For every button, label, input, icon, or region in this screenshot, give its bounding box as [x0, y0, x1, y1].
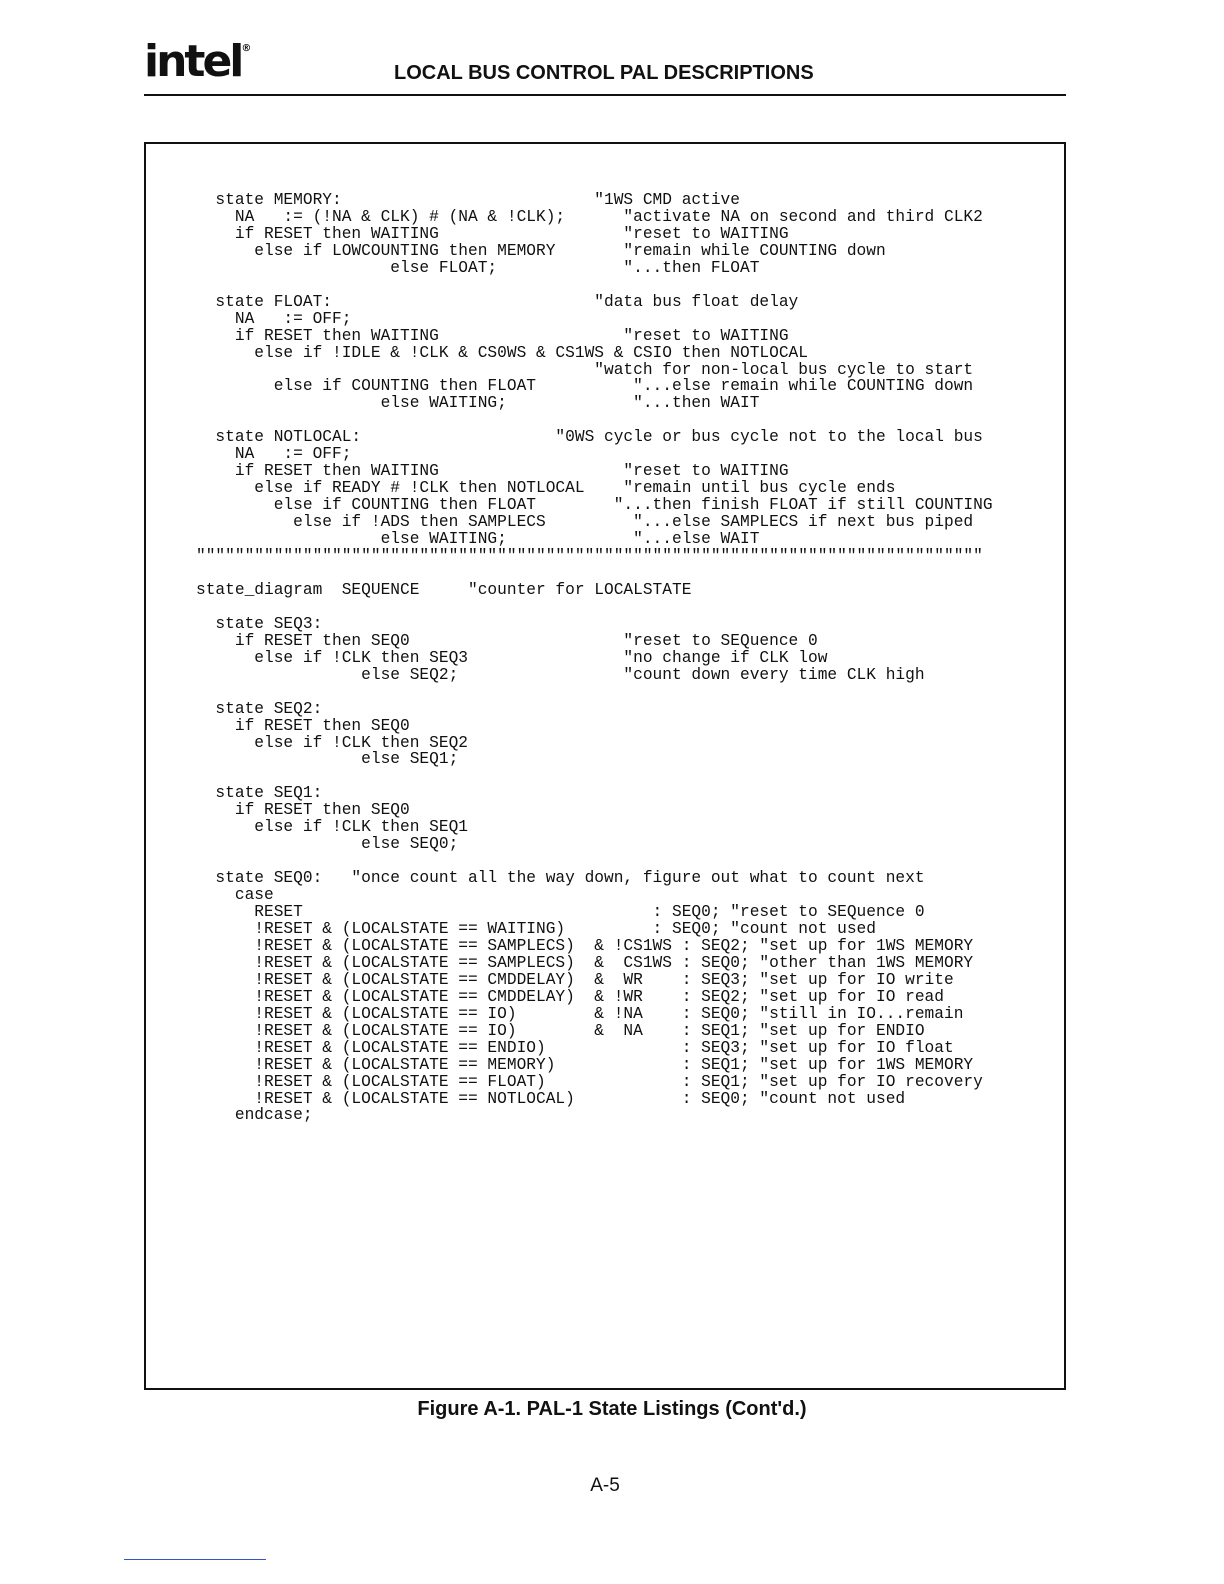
listing-line: [196, 277, 993, 294]
listing-line: else if !CLK then SEQ2: [196, 733, 468, 752]
listing-line: RESET : SEQ0; "reset to SEQuence 0: [196, 903, 925, 922]
listing-line: !RESET & (LOCALSTATE == IO) & !NA : SEQ0; "still in IO...remain: [196, 1004, 964, 1023]
listing-line: if RESET then WAITING "reset to WAITING: [196, 326, 789, 345]
page-header-title: LOCAL BUS CONTROL PAL DESCRIPTIONS: [394, 62, 814, 84]
listing-line: else if LOWCOUNTING then MEMORY "remain while COUNTING down: [196, 241, 886, 260]
listing-line: !RESET & (LOCALSTATE == CMDDELAY) & !WR : SEQ2; "set up for IO read: [196, 987, 944, 1006]
listing-line: else WAITING; "...else WAIT: [196, 530, 760, 549]
listing-line: else if !CLK then SEQ1: [196, 818, 468, 837]
listing-line: state SEQ3:: [196, 614, 323, 633]
listing-line: !RESET & (LOCALSTATE == FLOAT) : SEQ1; "set up for IO recovery: [196, 1072, 983, 1091]
listing-line: [196, 684, 993, 701]
listing-line: else if !ADS then SAMPLECS "...else SAMPLECS if next bus piped: [196, 513, 974, 532]
listing-line: !RESET & (LOCALSTATE == MEMORY) : SEQ1; "set up for 1WS MEMORY: [196, 1055, 974, 1074]
listing-line: else if READY # !CLK then NOTLOCAL "remain until bus cycle ends: [196, 479, 896, 498]
listing-line: if RESET then SEQ0 "reset to SEQuence 0: [196, 631, 818, 650]
listing-line: "watch for non-local bus cycle to start: [196, 360, 974, 379]
listing-line: !RESET & (LOCALSTATE == NOTLOCAL) : SEQ0; "count not used: [196, 1089, 906, 1108]
listing-line: [196, 412, 993, 429]
listing-line: else FLOAT; "...then FLOAT: [196, 258, 760, 277]
listing-line: else SEQ0;: [196, 835, 459, 854]
state-listing: [196, 192, 993, 1124]
listing-line: else if COUNTING then FLOAT "...then finish FLOAT if still COUNTING: [196, 496, 993, 515]
listing-line: [196, 768, 993, 785]
listing-line: else if !CLK then SEQ3 "no change if CLK low: [196, 648, 828, 667]
registered-mark-icon: ®: [241, 43, 252, 54]
listing-line: !RESET & (LOCALSTATE == SAMPLECS) & !CS1WS : SEQ2; "set up for 1WS MEMORY: [196, 936, 974, 955]
listing-line: !RESET & (LOCALSTATE == IO) & NA : SEQ1; "set up for ENDIO: [196, 1021, 925, 1040]
listing-line: if RESET then SEQ0: [196, 801, 410, 820]
footer-rule: [124, 1559, 266, 1560]
listing-line: case: [196, 886, 274, 905]
listing-line: state FLOAT: "data bus float delay: [196, 292, 799, 311]
figure-caption: Figure A-1. PAL-1 State Listings (Cont'd.): [417, 1398, 807, 1420]
page-number: A-5: [590, 1475, 620, 1496]
listing-line: !RESET & (LOCALSTATE == CMDDELAY) & WR : SEQ3; "set up for IO write: [196, 970, 954, 989]
listing-line: !RESET & (LOCALSTATE == SAMPLECS) & CS1WS : SEQ0; "other than 1WS MEMORY: [196, 953, 974, 972]
figure-frame: [144, 142, 1066, 1390]
listing-line: !RESET & (LOCALSTATE == ENDIO) : SEQ3; "set up for IO float: [196, 1038, 954, 1057]
listing-line: state_diagram SEQUENCE "counter for LOCALSTATE: [196, 580, 692, 599]
listing-line: else if COUNTING then FLOAT "...else remain while COUNTING down: [196, 377, 974, 396]
listing-line: !RESET & (LOCALSTATE == WAITING) : SEQ0; "count not used: [196, 919, 876, 938]
listing-line: NA := OFF;: [196, 445, 352, 464]
listing-line: else SEQ2; "count down every time CLK high: [196, 665, 925, 684]
listing-line: else if !IDLE & !CLK & CS0WS & CS1WS & CSIO then NOTLOCAL: [196, 343, 808, 362]
listing-line: state SEQ0: "once count all the way down, figure out what to count next: [196, 869, 925, 888]
listing-line: else SEQ1;: [196, 750, 459, 769]
logo-text: intel: [144, 36, 242, 87]
listing-line: if RESET then WAITING "reset to WAITING: [196, 224, 789, 243]
header-rule: [144, 94, 1066, 96]
listing-line: NA := (!NA & CLK) # (NA & !CLK); "activate NA on second and third CLK2: [196, 207, 983, 226]
listing-line: state MEMORY: "1WS CMD active: [196, 191, 740, 209]
intel-logo: [144, 36, 252, 87]
listing-line: [196, 565, 993, 582]
listing-line: [196, 599, 993, 616]
listing-line: else WAITING; "...then WAIT: [196, 394, 760, 413]
listing-line: endcase;: [196, 1106, 313, 1125]
listing-line: if RESET then WAITING "reset to WAITING: [196, 462, 789, 481]
listing-line: [196, 853, 993, 870]
listing-line: """"""""""""""""""""""""""""""""""""""""""""""""""""""""""""""""""""""""""""""""": [196, 547, 983, 566]
listing-line: if RESET then SEQ0: [196, 716, 410, 735]
listing-line: state NOTLOCAL: "0WS cycle or bus cycle not to the local bus: [196, 428, 983, 447]
listing-line: state SEQ2:: [196, 699, 323, 718]
listing-line: NA := OFF;: [196, 309, 352, 328]
listing-line: state SEQ1:: [196, 784, 323, 803]
